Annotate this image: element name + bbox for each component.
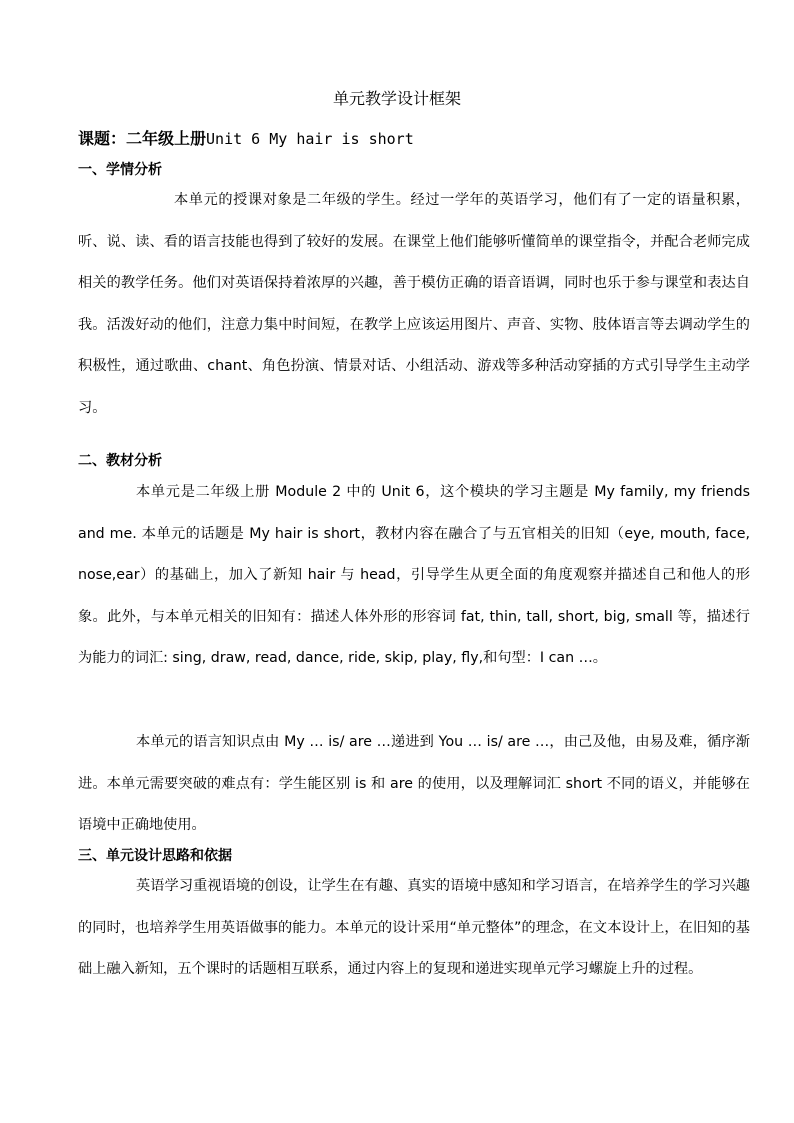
student-analysis-paragraph: 本单元的授课对象是二年级的学生。经过一学年的英语学习，他们有了一定的语量积累，听、说、读、看的语言技能也得到了较好的发展。在课堂上他们能够听懂简单的课堂指令，并配合老师完成相关的教学任务。他们对英语保持着浓厚的兴趣，善于模仿正确的语音语调，同时也乐于参与课堂和表达自我。活泼好动的他们，注意力集中时间短，在教学上应该运用图片、声音、实物、肢体语言等去调动学生的积极性，通过歌曲、chant、角色扮演、情景对话、小组活动、游戏等多种活动穿插的方式引导学生主动学习。 — [78, 192, 750, 416]
section-heading-student-analysis: 一、学情分析 — [78, 162, 162, 178]
lesson-topic — [78, 127, 414, 151]
section-heading-material-analysis: 二、教材分析 — [78, 453, 162, 469]
topic-unit-title: Unit 6 My hair is short — [206, 130, 414, 148]
section-heading-design-rationale: 三、单元设计思路和依据 — [78, 848, 232, 864]
material-analysis-paragraph-2: 本单元的语言知识点由 My … is/ are …递进到 You … is/ are …，由己及他，由易及难，循序渐进。本单元需要突破的难点有：学生能区别 is 和 are 的使用，以及理解词汇 short 不同的语义，并能够在语境中正确地使用。 — [78, 734, 750, 833]
document-title: 单元教学设计框架 — [332, 89, 461, 108]
material-analysis-paragraph-1: 本单元是二年级上册 Module 2 中的 Unit 6，这个模块的学习主题是 My family, my friends and me. 本单元的话题是 My hair is short，教材内容在融合了与五官相关的旧知（eye, mouth, face, nose,ear）的基础上，加入了新知 hair 与 head，引导学生从更全面的角度观察并描述自己和他人的形象。此外，与本单元相关的旧知有：描述人体外形的形容词 fat, thin, tall, short, big, small 等，描述行为能力的词汇: sing, draw, read, dance, ride, skip, play, fly,和句型：I can …。 — [78, 484, 750, 666]
topic-label: 课题：二年级上册 — [78, 129, 207, 148]
design-rationale-paragraph: 英语学习重视语境的创设，让学生在有趣、真实的语境中感知和学习语言，在培养学生的学习兴趣的同时，也培养学生用英语做事的能力。本单元的设计采用“单元整体”的理念，在文本设计上，在旧知的基础上融入新知，五个课时的话题相互联系，通过内容上的复现和递进实现单元学习螺旋上升的过程。 — [78, 878, 750, 977]
